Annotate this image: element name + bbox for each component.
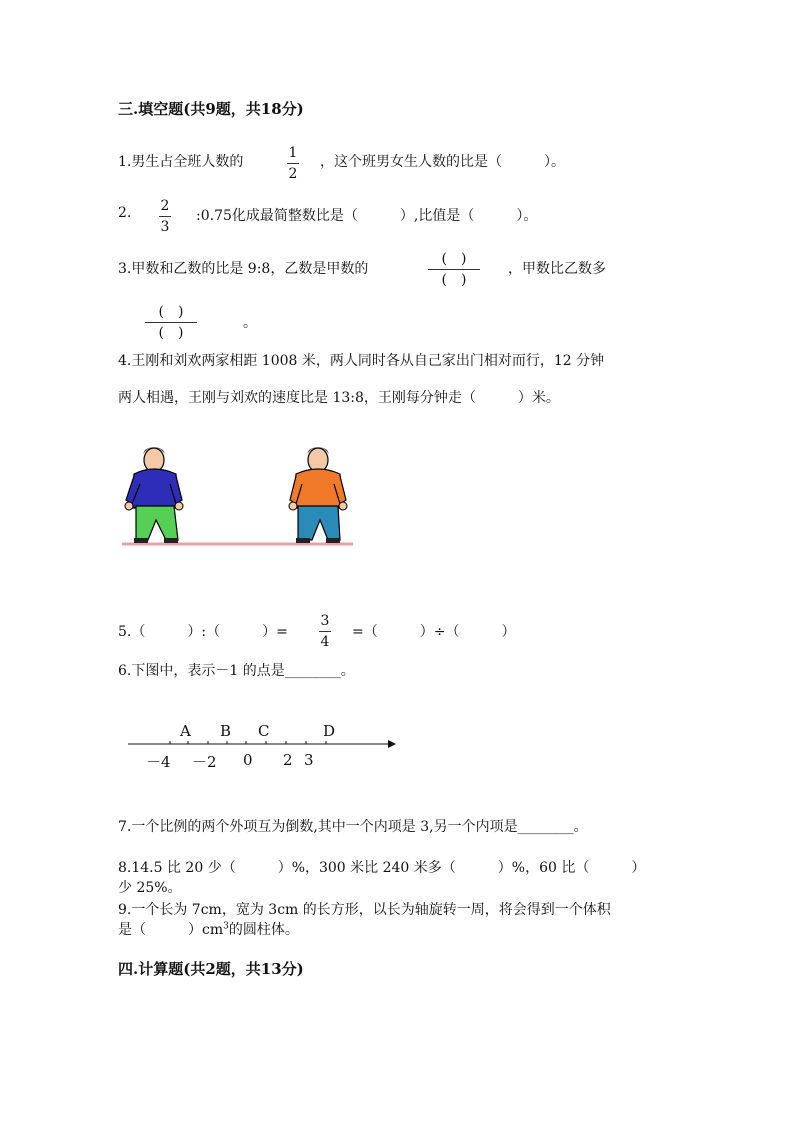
q1-suffix: ，这个班男女生人数的比是（ ）。 xyxy=(320,154,565,170)
q7-text: 7.一个比例的两个外项互为倒数,其中一个内项是 3,另一个内项是________。 xyxy=(118,819,588,835)
q3-blank-fraction-2 xyxy=(145,304,197,341)
q9-line1: 9.一个长为 7cm，宽为 3cm 的长方形，以长为轴旋转一周，将会得到一个体积 xyxy=(118,902,611,918)
q1-frac-num: 1 xyxy=(288,145,298,161)
boy-orange-shirt-figure xyxy=(289,447,347,543)
q5-frac-den: 4 xyxy=(320,634,330,650)
q4-line1: 4.王刚和刘欢两家相距 1008 米，两人同时各从自己家出门相对而行，12 分钟 xyxy=(118,353,605,369)
arrow-head-icon xyxy=(388,740,396,748)
q3-blank-num-2: ( ) xyxy=(158,304,184,320)
q9-line2-a: 是（ ）cm xyxy=(118,922,224,938)
q5-text-a: 5.（ ）:（ ）= xyxy=(118,624,288,640)
q3-blank-num: ( ) xyxy=(441,251,467,267)
fraction-bar xyxy=(145,322,197,323)
q6-text: 6.下图中，表示－1 的点是________。 xyxy=(118,663,355,679)
q3-end: 。 xyxy=(243,315,257,331)
q9-line2-b: 的圆柱体。 xyxy=(228,922,299,938)
tick-label-minus-4: －4 xyxy=(146,753,171,771)
fraction-bar xyxy=(319,631,331,632)
q2-prefix: 2. xyxy=(118,205,132,221)
q8-line2: 少 25%。 xyxy=(118,880,182,896)
point-label-a: A xyxy=(180,722,191,740)
boy-blue-shirt-figure xyxy=(125,447,183,543)
two-walkers-illustration xyxy=(118,440,358,550)
point-label-d: D xyxy=(323,722,336,740)
point-label-c: C xyxy=(258,722,270,740)
q3-prefix: 3.甲数和乙数的比是 9:8，乙数是甲数的 xyxy=(118,261,369,277)
number-line xyxy=(118,718,408,778)
q1-frac-den: 2 xyxy=(288,166,298,182)
section-3-heading: 三.填空题(共9题，共18分) xyxy=(118,100,304,118)
q8-line1: 8.14.5 比 20 少（ ）%，300 米比 240 米多（ ）%，60 比（ ） xyxy=(118,860,646,876)
point-label-b: B xyxy=(220,722,232,740)
q1-fraction xyxy=(287,145,299,182)
q3-blank-den: ( ) xyxy=(441,272,467,288)
fraction-bar xyxy=(159,216,171,217)
q5-text-b: =（ ）÷（ ） xyxy=(352,624,516,640)
q9-line2-sup: 3 xyxy=(223,921,229,932)
q1-prefix: 1.男生占全班人数的 xyxy=(118,154,244,170)
q2-frac-num: 2 xyxy=(160,198,170,214)
q5-frac-num: 3 xyxy=(320,613,330,629)
section-4-heading: 四.计算题(共2题，共13分) xyxy=(118,960,304,978)
tick-label-2: 2 xyxy=(283,751,293,769)
q4-line2: 两人相遇，王刚与刘欢的速度比是 13:8，王刚每分钟走（ ）米。 xyxy=(118,390,560,406)
q3-blank-den-2: ( ) xyxy=(158,325,184,341)
tick-label-minus-2: －2 xyxy=(192,753,217,771)
q3-blank-fraction xyxy=(428,251,480,288)
fraction-bar xyxy=(428,269,480,270)
q2-suffix: :0.75化成最简整数比是（ ）,比值是（ ）。 xyxy=(196,208,538,224)
q2-fraction xyxy=(159,198,171,235)
tick-label-0: 0 xyxy=(243,751,253,769)
q9-line2 xyxy=(118,919,299,939)
q5-fraction xyxy=(319,613,331,650)
tick-label-3: 3 xyxy=(304,751,314,769)
q2-frac-den: 3 xyxy=(160,219,170,235)
fraction-bar xyxy=(287,163,299,164)
q3-suffix: ，甲数比乙数多 xyxy=(508,261,606,277)
